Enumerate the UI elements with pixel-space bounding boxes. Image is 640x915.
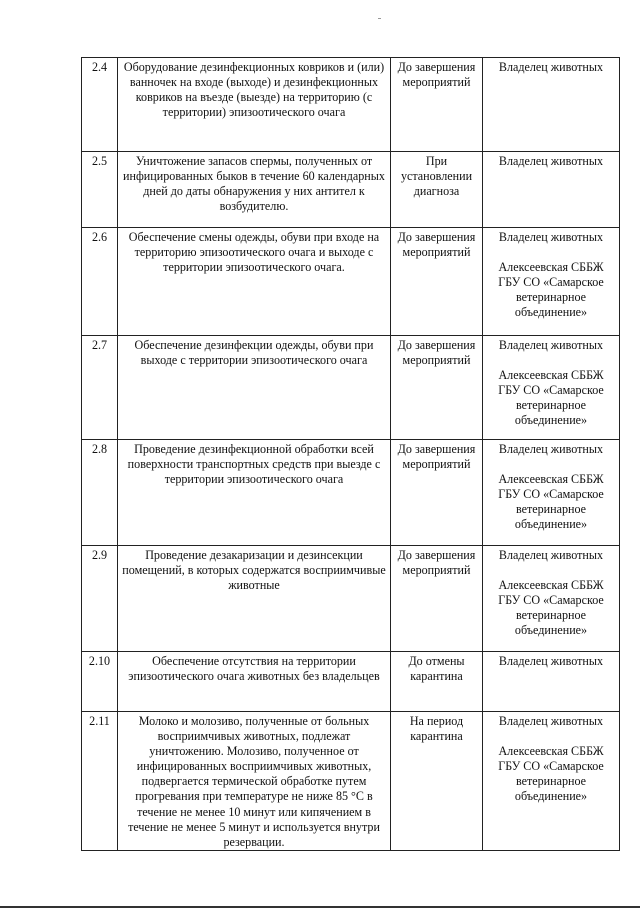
responsible-organization: Алексеевская СББЖ ГБУ СО «Самарское ветеринарное объединение» (498, 260, 604, 320)
responsible-owner: Владелец животных (498, 230, 604, 244)
row-term: До завершения мероприятий (391, 336, 483, 440)
row-action: Обеспечение отсутствия на территории эпизоотического очага животных без владельцев (118, 652, 391, 712)
row-number: 2.9 (82, 546, 118, 652)
row-term: До завершения мероприятий (391, 546, 483, 652)
responsible-organization: Алексеевская СББЖ ГБУ СО «Самарское ветеринарное объединение» (498, 744, 604, 804)
row-number: 2.7 (82, 336, 118, 440)
responsible-owner: Владелец животных (498, 442, 604, 456)
row-responsible (483, 228, 620, 336)
row-term: До отмены карантина (391, 652, 483, 712)
row-action: Обеспечение дезинфекции одежды, обуви при выходе с территории эпизоотического очага (118, 336, 391, 440)
row-action: Обеспечение смены одежды, обуви при входе на территорию эпизоотического очага и выходе с территории эпизоотического очага. (118, 228, 391, 336)
table-row (82, 440, 620, 546)
row-action: Уничтожение запасов спермы, полученных от инфицированных быков в течение 60 календарных дней до даты обнаружения у них антител к возбудителю. (118, 152, 391, 228)
table-row (82, 152, 620, 228)
responsible-owner: Владелец животных (498, 548, 604, 562)
row-number: 2.10 (82, 652, 118, 712)
row-responsible (483, 152, 620, 228)
row-responsible (483, 440, 620, 546)
row-responsible (483, 58, 620, 152)
row-term: До завершения мероприятий (391, 228, 483, 336)
responsible-organization: Алексеевская СББЖ ГБУ СО «Самарское ветеринарное объединение» (498, 472, 604, 532)
table-row (82, 58, 620, 152)
responsible-owner: Владелец животных (498, 60, 604, 74)
row-number: 2.4 (82, 58, 118, 152)
responsible-owner: Владелец животных (498, 338, 604, 352)
row-number: 2.5 (82, 152, 118, 228)
row-action: Проведение дезакаризации и дезинсекции помещений, в которых содержатся восприимчивые животные (118, 546, 391, 652)
row-action: Оборудование дезинфекционных ковриков и (или) ванночек на входе (выходе) и дезинфекционных ковриков на въезде (выезде) на территорию (с территории) эпизоотического очага (118, 58, 391, 152)
row-number: 2.6 (82, 228, 118, 336)
row-action: Проведение дезинфекционной обработки всей поверхности транспортных средств при выезде с территории эпизоотического очага (118, 440, 391, 546)
responsible-owner: Владелец животных (498, 714, 604, 728)
responsible-owner: Владелец животных (498, 154, 604, 168)
table-row (82, 228, 620, 336)
row-responsible (483, 546, 620, 652)
row-number: 2.11 (82, 712, 118, 851)
responsible-organization: Алексеевская СББЖ ГБУ СО «Самарское ветеринарное объединение» (498, 578, 604, 638)
row-responsible (483, 336, 620, 440)
row-responsible (483, 712, 620, 851)
responsible-owner: Владелец животных (498, 654, 604, 668)
row-responsible (483, 652, 620, 712)
table-row (82, 712, 620, 851)
row-number: 2.8 (82, 440, 118, 546)
bottom-rule (0, 906, 640, 908)
row-term: На период карантина (391, 712, 483, 851)
responsible-organization: Алексеевская СББЖ ГБУ СО «Самарское ветеринарное объединение» (498, 368, 604, 428)
table-row (82, 336, 620, 440)
row-term: До завершения мероприятий (391, 58, 483, 152)
table-row (82, 546, 620, 652)
measures-table (81, 57, 620, 851)
table-row (82, 652, 620, 712)
row-term: При установлении диагноза (391, 152, 483, 228)
page-mark (378, 18, 381, 19)
row-action: Молоко и молозиво, полученные от больных восприимчивых животных, подлежат уничтожению. Молозиво, полученное от инфицированных восприимчивых животных, подвергается термической обработке путем прогревания при температуре не ниже 85 °С в течение не менее 10 минут или кипячением в течение не менее 5 минут и используется внутри резервации. (118, 712, 391, 851)
row-term: До завершения мероприятий (391, 440, 483, 546)
